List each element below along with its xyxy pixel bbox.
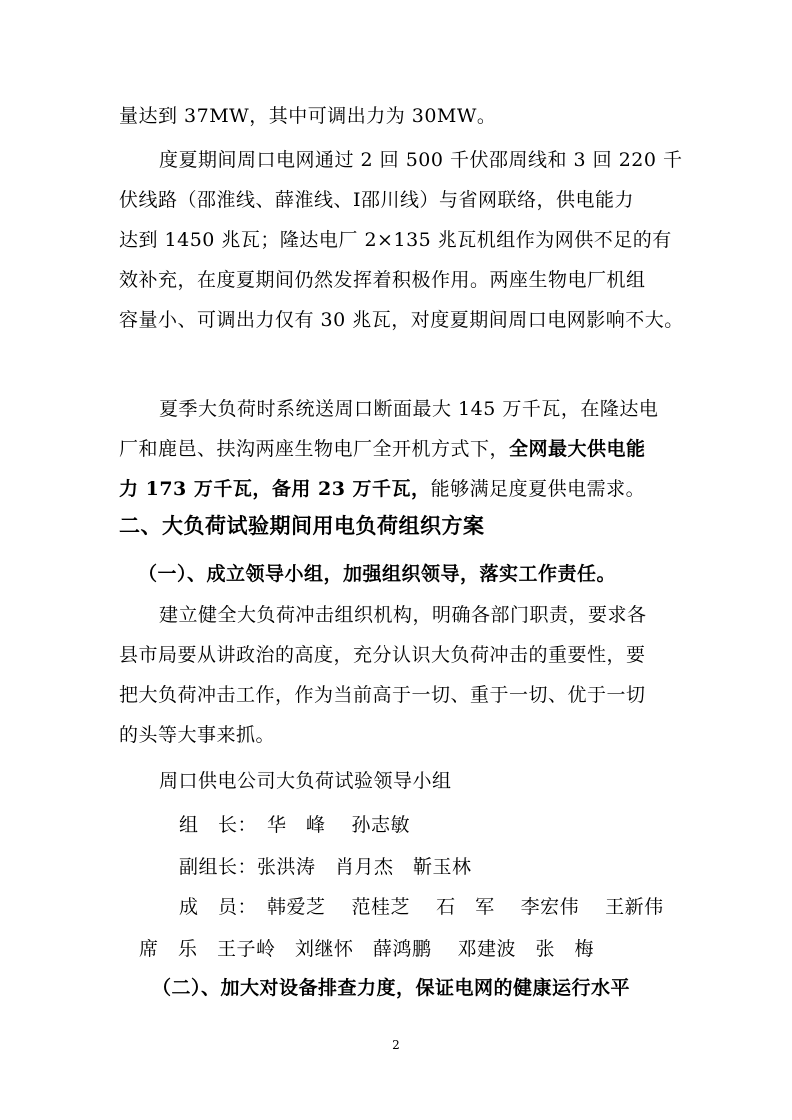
- paragraph-line: 建立健全大负荷冲击组织机构，明确各部门职责，要求各: [159, 604, 647, 626]
- paragraph-line: 把大负荷冲击工作，作为当前高于一切、重于一切、优于一切: [119, 684, 646, 706]
- group-deputy: 副组长：张洪涛 肖月杰 靳玉林: [179, 856, 472, 878]
- paragraph-line: 度夏期间周口电网通过 2 回 500 千伏邵周线和 3 回 220 千: [159, 149, 683, 171]
- paragraph-line: 量达到 37MW，其中可调出力为 30MW。: [119, 105, 497, 127]
- emphasized-text: 力 173 万千瓦，备用 23 万千瓦，: [119, 478, 431, 500]
- paragraph-line: [119, 437, 646, 461]
- group-members: 成 员： 韩爱芝 范桂芝 石 军 李宏伟 王新伟: [179, 896, 664, 918]
- paragraph-line: 效补充，在度夏期间仍然发挥着积极作用。两座生物电厂机组: [119, 269, 646, 291]
- paragraph-line: 伏线路（邵淮线、薛淮线、Ⅰ邵川线）与省网联络，供电能力: [119, 189, 635, 211]
- paragraph-line: [119, 477, 645, 501]
- paragraph-line: 达到 1450 兆瓦；隆达电厂 2×135 兆瓦机组作为网供不足的有: [119, 229, 672, 251]
- paragraph-text: 厂和鹿邑、扶沟两座生物电厂全开机方式下，: [119, 438, 510, 460]
- paragraph-text: 能够满足度夏供电需求。: [430, 478, 646, 500]
- paragraph-line: 容量小、可调出力仅有 30 兆瓦，对度夏期间周口电网影响不大。: [119, 309, 684, 331]
- emphasized-text: 全网最大供电能: [509, 438, 646, 460]
- page-number: 2: [392, 1038, 400, 1052]
- paragraph-line: 夏季大负荷时系统送周口断面最大 145 万千瓦，在隆达电: [159, 398, 659, 420]
- paragraph-line: 的头等大事来抓。: [119, 724, 276, 746]
- section-heading: 二、大负荷试验期间用电负荷组织方案: [119, 514, 485, 538]
- paragraph-line: 县市局要从讲政治的高度，充分认识大负荷冲击的重要性，要: [119, 644, 646, 666]
- group-members: 席 乐 王子岭 刘继怀 薛鸿鹏 邓建波 张 梅: [139, 938, 595, 960]
- subsection-heading: （一）、成立领导小组，加强组织领导，落实工作责任。: [138, 563, 617, 585]
- group-title: 周口供电公司大负荷试验领导小组: [159, 770, 452, 792]
- group-leader: 组 长： 华 峰 孙志敏: [179, 814, 411, 836]
- subsection-heading: （二）、加大对设备排查力度，保证电网的健康运行水平: [152, 977, 631, 999]
